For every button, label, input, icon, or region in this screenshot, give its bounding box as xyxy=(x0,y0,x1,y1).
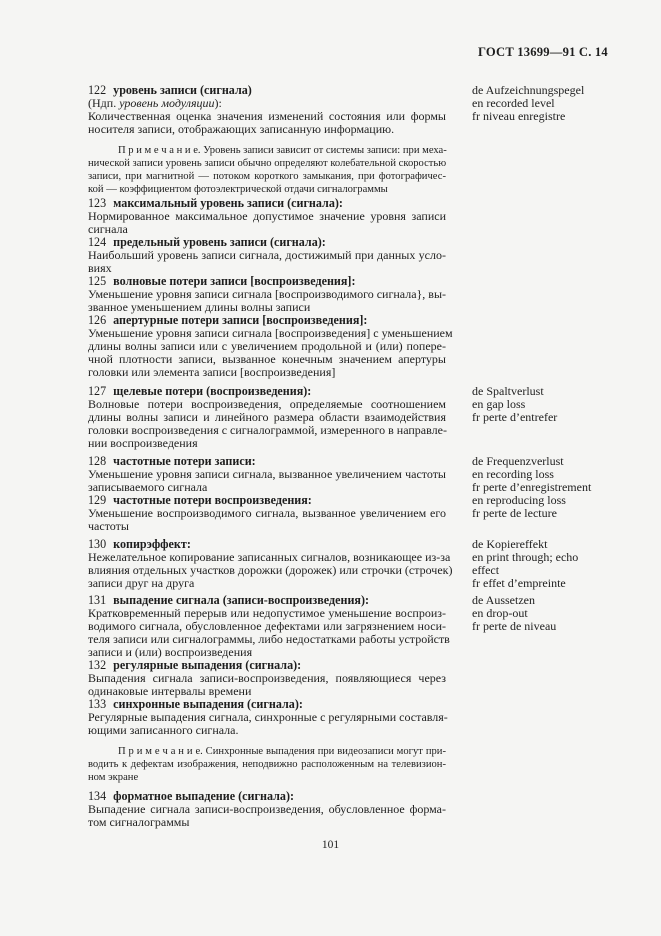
term-number: 130 xyxy=(88,537,107,551)
definition-line: одинаковые интервалы времени xyxy=(88,684,252,698)
translation-line: fr perte d’enregistrement xyxy=(472,480,592,494)
definition-line: записи и (или) воспроизведения xyxy=(88,645,253,659)
translation-line: de Kopiereffekt xyxy=(472,537,548,551)
term-number: 132 xyxy=(88,658,107,672)
term-entry xyxy=(88,275,446,314)
definition-line: длины волны записи или с увеличением продольной и (или) попере- xyxy=(88,339,446,353)
definition-line: носителя записи, отображающих записанную информацию. xyxy=(88,122,395,136)
translation-line: en drop-out xyxy=(472,606,528,620)
term-number: 128 xyxy=(88,454,107,468)
translation-line: de Aufzeichnungspegel xyxy=(472,83,585,97)
definition-line: сигнала xyxy=(88,222,128,236)
translation-line: en gap loss xyxy=(472,397,526,411)
note-block xyxy=(88,144,446,196)
definition-line: Наибольший уровень записи сигнала, достижимый при данных усло- xyxy=(88,248,446,262)
translations-block xyxy=(472,385,661,424)
term-number: 124 xyxy=(88,235,107,249)
translation-line: en recorded level xyxy=(472,96,555,110)
translations-block xyxy=(472,455,661,494)
term-number: 131 xyxy=(88,593,107,607)
term-entry xyxy=(88,313,453,379)
term-number: 123 xyxy=(88,196,107,210)
term-number: 127 xyxy=(88,384,107,398)
definition-line: Количественная оценка значения изменений состояния или формы xyxy=(88,109,446,123)
definition-line: Выпадение сигнала записи-воспроизведения, обусловленное форма- xyxy=(88,802,446,816)
term-title: максимальный уровень записи (сигнала): xyxy=(113,196,343,210)
translations-block xyxy=(472,594,661,633)
definition-line: водимого сигнала, обусловленное дефектами или загрязнением носи- xyxy=(88,619,446,633)
definition-line: влияния отдельных участков дорожки (дорожек) или строчки (строчек) xyxy=(88,563,453,577)
term-entry xyxy=(88,384,558,450)
definition-line: записываемого сигнала xyxy=(88,480,208,494)
term-title: копирэффект: xyxy=(113,537,191,551)
definition-line: Регулярные выпадения сигнала, синхронные с регулярными составля- xyxy=(88,710,448,724)
term-entry xyxy=(88,454,592,494)
term-number: 125 xyxy=(88,274,107,288)
term-number: 122 xyxy=(88,83,107,97)
definition-line: Нежелательное копирование записанных сигналов, возникающее из-за xyxy=(88,550,451,564)
term-title: синхронные выпадения (сигнала): xyxy=(113,697,303,711)
note-block xyxy=(88,745,446,784)
term-title: частотные потери воспроизведения: xyxy=(113,493,312,507)
translation-line: en reproducing loss xyxy=(472,493,566,507)
definition-line: нии воспроизведения xyxy=(88,436,198,450)
term-title: уровень записи (сигнала) xyxy=(113,83,252,97)
term-title: частотные потери записи: xyxy=(113,454,256,468)
translation-line: fr perte de niveau xyxy=(472,619,557,633)
page-header: ГОСТ 13699—91 С. 14 xyxy=(478,45,608,59)
translations-block xyxy=(472,538,661,590)
definition-line: том сигналограммы xyxy=(88,815,190,829)
term-number: 134 xyxy=(88,789,107,803)
translation-line: de Frequenzverlust xyxy=(472,454,564,468)
definition-line: Уменьшение уровня записи сигнала [воспроизводимого сигнала}, вы- xyxy=(88,287,447,301)
term-entry xyxy=(88,698,446,784)
term-title: выпадение сигнала (записи-воспроизведения): xyxy=(113,593,370,607)
note-line: кой — коэффициентом фотоэлектрической отдачи сигналограммы xyxy=(88,184,388,195)
term-entry xyxy=(88,236,446,275)
page-number: 101 xyxy=(321,839,340,851)
term-entry xyxy=(88,493,566,533)
definition-line: Уменьшение уровня записи сигнала [воспроизведения] с уменьшением xyxy=(88,326,453,340)
translations-block xyxy=(472,84,661,123)
term-number: 126 xyxy=(88,313,107,327)
term-entry xyxy=(88,593,557,659)
definition-line: Уменьшение воспроизводимого сигнала, вызванное увеличением его xyxy=(88,506,446,520)
definition-line: Волновые потери воспроизведения, определяемые соотношением xyxy=(88,397,446,411)
term-title: предельный уровень записи (сигнала): xyxy=(113,235,326,249)
translation-line: de Aussetzen xyxy=(472,593,535,607)
definition-line: званное уменьшением длины волны записи xyxy=(88,300,311,314)
note-line: водить к дефектам изображения, неподвижно расположенным на телевизион- xyxy=(88,759,446,770)
definition-line: длины волны записи и линейного размера области взаимодействия xyxy=(88,410,446,424)
ndp-deprecated-term: уровень модуляции xyxy=(119,96,215,110)
definition-line: Кратковременный перерыв или недопустимое уменьшение воспроиз- xyxy=(88,606,446,620)
translations-block xyxy=(472,494,661,520)
note-line: ном экране xyxy=(88,772,139,783)
translation-line: fr niveau enregistre xyxy=(472,109,566,123)
term-entry xyxy=(88,659,446,698)
translation-line: en print through; echo xyxy=(472,550,579,564)
definition-line: Нормированное максимальное допустимое значение уровня записи xyxy=(88,209,446,223)
definition-line: Выпадения сигнала записи-воспроизведения, появляющиеся через xyxy=(88,671,446,685)
definition-line: чной плотности записи, вызванное конечным значением апертуры xyxy=(88,352,446,366)
translation-line: fr perte de lecture xyxy=(472,506,557,520)
ndp-suffix: ): xyxy=(214,96,222,110)
term-number: 129 xyxy=(88,493,107,507)
note-line: П р и м е ч а н и е. Синхронные выпадения при видеозаписи могут при- xyxy=(118,746,446,757)
translation-line: fr perte d’entrefer xyxy=(472,410,558,424)
term-title: волновые потери записи [воспроизведения]: xyxy=(113,274,356,288)
definition-line: виях xyxy=(88,261,112,275)
definition-line: теля записи или сигналограммы, либо недостатками работы устройств xyxy=(88,632,450,646)
definition-line: головки воспроизведения с сигналограммой, измеренного в направле- xyxy=(88,423,447,437)
term-title: щелевые потери (воспроизведения): xyxy=(113,384,312,398)
translation-line: effect xyxy=(472,563,500,577)
term-entry xyxy=(88,790,446,829)
definition-line: ющими записанного сигнала. xyxy=(88,723,239,737)
terms-list xyxy=(88,83,592,829)
term-entry xyxy=(88,197,446,236)
translation-line: fr effet d’empreinte xyxy=(472,576,566,590)
term-title: апертурные потери записи [воспроизведения]: xyxy=(113,313,368,327)
term-entry xyxy=(88,537,579,590)
note-line: записи, при магнитной — потоком короткого замыкания, при фотографичес- xyxy=(88,171,446,182)
note-line: нической записи уровень записи обычно определяют колебательной скоростью xyxy=(88,158,447,169)
term-number: 133 xyxy=(88,697,107,711)
translation-line: de Spaltverlust xyxy=(472,384,544,398)
definition-line: записи друг на друга xyxy=(88,576,195,590)
term-entry xyxy=(88,83,585,196)
definition-line: головки или элемента записи [воспроизведения] xyxy=(88,365,336,379)
term-title: регулярные выпадения (сигнала): xyxy=(113,658,302,672)
ndp-prefix: (Ндп. xyxy=(88,96,120,110)
definition-line: Уменьшение уровня записи сигнала, вызванное увеличением частоты xyxy=(88,467,446,481)
note-line: П р и м е ч а н и е. Уровень записи зависит от системы записи: при меха- xyxy=(118,145,447,156)
term-title: форматное выпадение (сигнала): xyxy=(113,789,294,803)
translation-line: en recording loss xyxy=(472,467,554,481)
definition-line: частоты xyxy=(88,519,129,533)
